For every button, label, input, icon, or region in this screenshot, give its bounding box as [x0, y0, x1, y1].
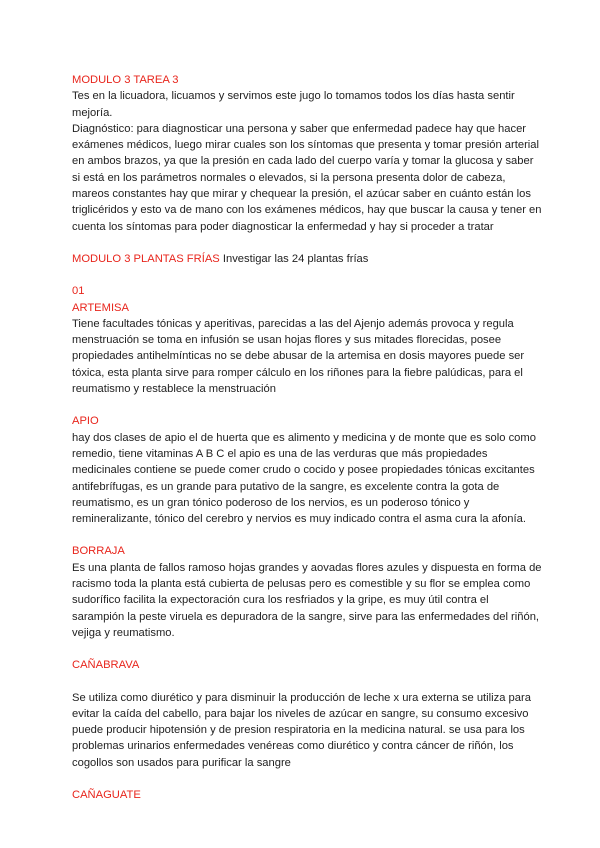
plant-name-artemisa: ARTEMISA: [72, 301, 129, 314]
plantas-subtitle: Investigar las 24 plantas frías: [222, 252, 369, 265]
plantas-heading: MODULO 3 PLANTAS FRÍAS: [72, 252, 220, 265]
plantas-heading-line: [72, 251, 542, 267]
plant-name-canaguate: CAÑAGUATE: [72, 788, 141, 801]
tarea-paragraph-1: Tes en la licuadora, licuamos y servimos este jugo lo tomamos todos los días hasta sentir mejoría.: [72, 90, 515, 119]
plant-name-canabrava: CAÑABRAVA: [72, 659, 140, 672]
plant-text-artemisa: Tiene facultades tónicas y aperitivas, parecidas a las del Ajenjo además provoca y regula menstruación se toma en infusión se usan hojas flores y sus mitades florecidas, posee propiedades antihelmínticas no se debe abusar de la artemisa en dosis mayores puede ser tóxica, esta planta sirve para romper cálculo en los riñones para la fiebre palúdicas, para el reumatismo y restablece la menstruación: [72, 317, 525, 396]
tarea-paragraph-2: Diagnóstico: para diagnosticar una persona y saber que enfermedad padece hay que hacer exámenes médicos, luego mirar cuales son los síntomas que presenta y tomar presión arterial en ambos brazos, ya que la presión en cada lado del cuerpo varía y tomar la glucosa y saber si está en los parámetros normales o elevados, si la persona presenta dolor de cabeza, mareos constantes hay que mirar y chequear la presión, el azúcar saber en cuánto están los triglicéridos y esto va de mano con los exámenes médicos, hay que buscar la causa y tener en cuenta los síntomas para poder diagnosticar la enfermedad y hay si proceder a tratar: [72, 122, 542, 233]
entry-number: 01: [72, 285, 85, 298]
plant-text-apio: hay dos clases de apio el de huerta que es alimento y medicina y de monte que es solo como remedio, tiene vitaminas A B C el apio es una de las verduras que más propiedades medicinales contiene se puede comer crudo o cocido y posee propiedades tónicas excitantes antifebrífugas, es un grande para putativo de la sangre, es excelente contra la gota de reumatismo, es un gran tónico poderoso de los nervios, es un poderoso tónico y remineralizante, tónico del cerebro y nervios es muy indicado contra el asma cura la afonía.: [72, 431, 536, 526]
plant-name-borraja: BORRAJA: [72, 545, 125, 558]
document-page: [72, 72, 542, 803]
plant-name-apio: APIO: [72, 415, 99, 428]
plant-text-canabrava: Se utiliza como diurético y para disminuir la producción de leche x ura externa se utiliza para evitar la caída del cabello, para bajar los niveles de azúcar en sangre, su consumo excesivo puede producir hipotensión y de presion respiratoria en la medicina natural. se usa para los problemas urinarios enfermedades venéreas como diurético y contra cáncer de riñón, los cogollos son usados para purificar la sangre: [72, 691, 531, 769]
plant-text-borraja: Es una planta de fallos ramoso hojas grandes y aovadas flores azules y dispuesta en forma de racismo toda la planta está cubierta de pelusas pero es comestible y su flor se emplea como sudorífico facilita la expectoración cura los resfriados y la gripe, es muy útil contra el sarampión la peste viruela es depuradora de la sangre, sirve para las enfermedades del riñón, vejiga y reumatismo.: [72, 561, 542, 639]
tarea-heading: MODULO 3 TAREA 3: [72, 74, 179, 86]
